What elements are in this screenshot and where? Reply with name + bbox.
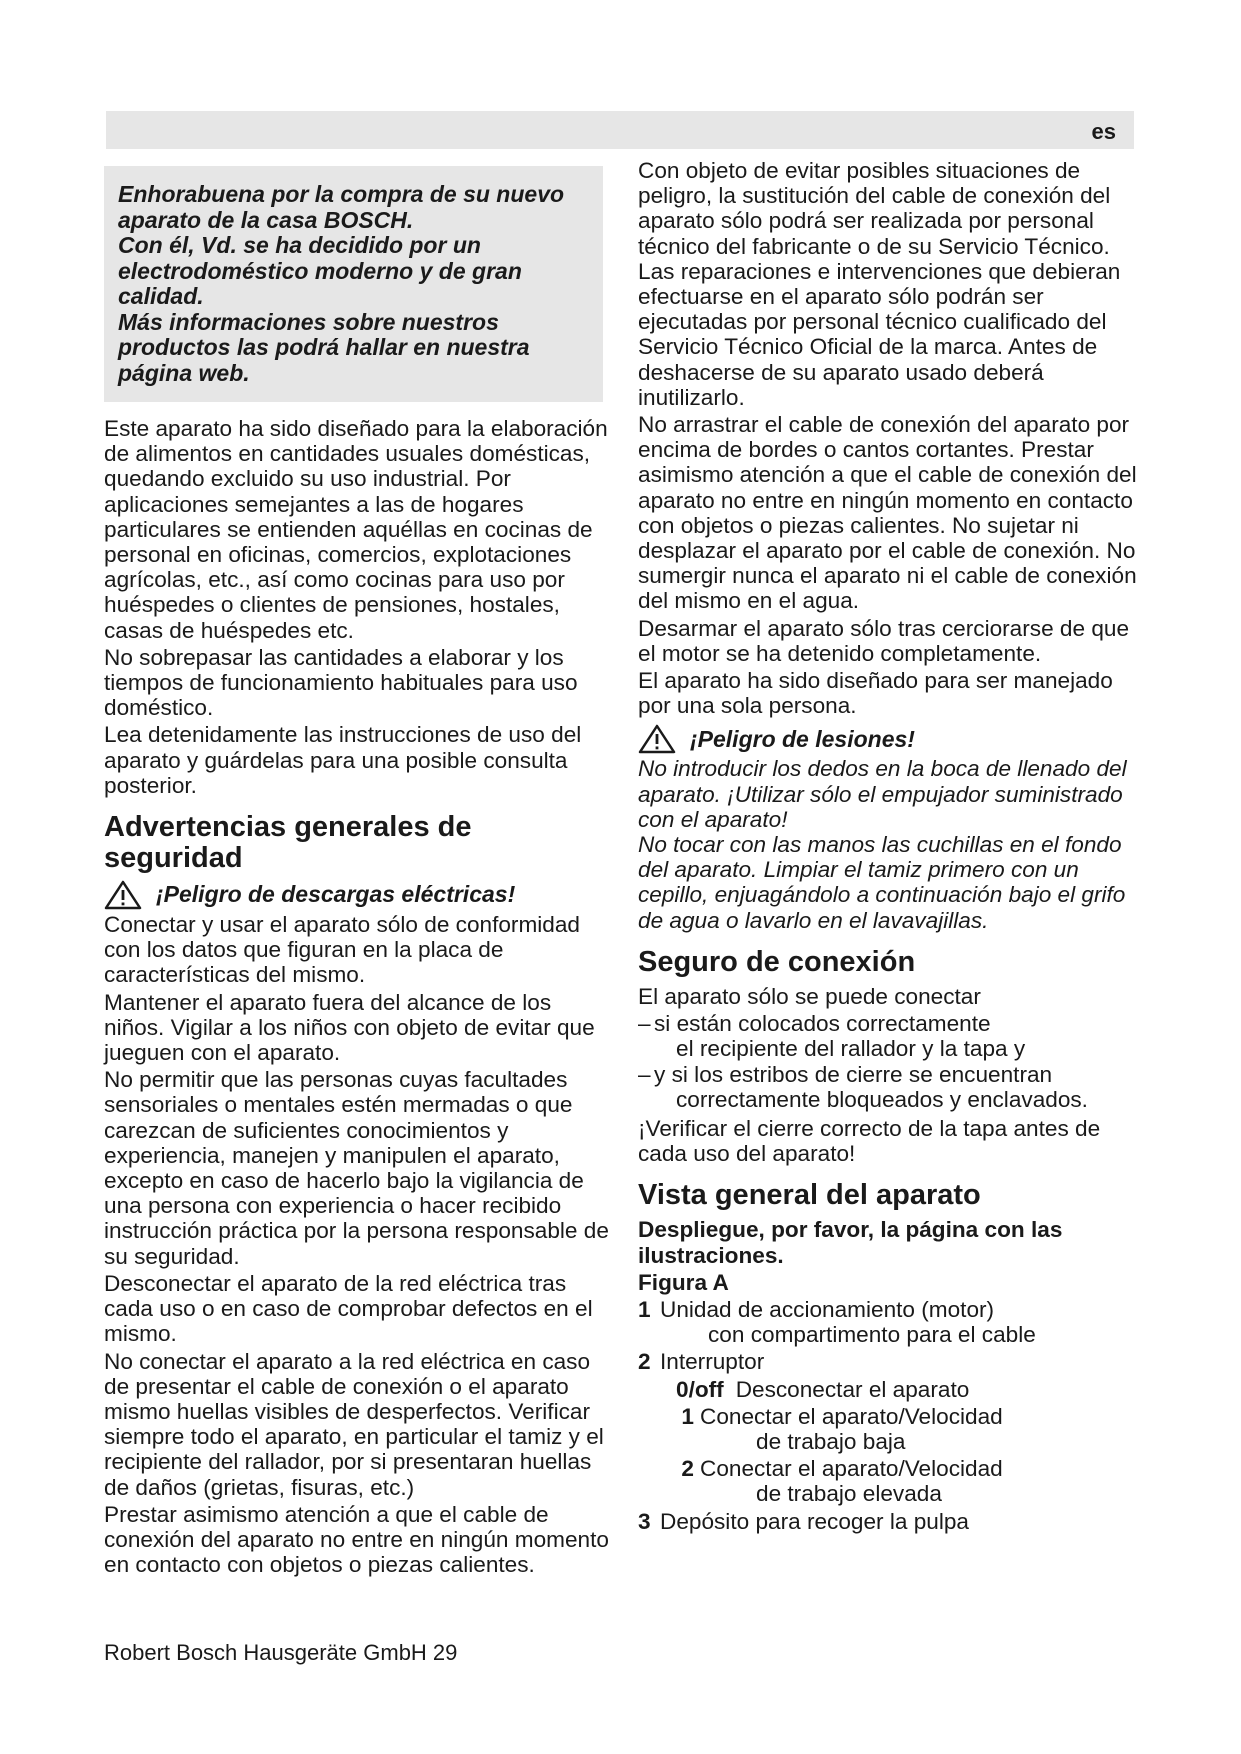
electric-warning xyxy=(104,880,609,910)
list-text: y si los estribos de cierre se encuentran xyxy=(654,1061,1053,1087)
switch-row xyxy=(638,1404,1138,1429)
list-item xyxy=(638,1011,1138,1036)
safety-heading: Advertencias generales de seguridad xyxy=(104,811,472,875)
paragraph: No introducir los dedos en la boca de llenado del aparato. ¡Utilizar sólo el empujador suministrado con el aparato! xyxy=(638,756,1127,832)
list-text-cont: el recipiente del rallador y la tapa y xyxy=(676,1036,1026,1062)
switch-text-cont: de trabajo baja xyxy=(756,1428,906,1454)
item-text-cont: con compartimento para el cable xyxy=(708,1322,1036,1348)
list-item xyxy=(638,1062,1138,1087)
item-number: 3 xyxy=(638,1508,651,1534)
connection-text xyxy=(638,984,1138,1166)
item-text: Depósito para recoger la pulpa xyxy=(660,1508,969,1534)
injury-warning xyxy=(638,724,1138,754)
page-footer: Robert Bosch Hausgeräte GmbH 29 xyxy=(104,1640,458,1665)
item-number: 1 xyxy=(638,1296,651,1322)
list-text: si están colocados correctamente xyxy=(654,1011,991,1037)
switch-key: 0/off xyxy=(676,1376,724,1402)
figure-label: Figura A xyxy=(638,1269,729,1295)
overview-text xyxy=(638,1217,1138,1533)
paragraph: Desarmar el aparato sólo tras cerciorarse de que el motor se ha detenido completamente. xyxy=(638,615,1130,666)
item-text: Interruptor xyxy=(660,1349,765,1375)
overview-heading: Vista general del aparato xyxy=(638,1179,981,1212)
instruction: Despliegue, por favor, la página con las ilustraciones. xyxy=(638,1217,1063,1268)
switch-text: Conectar el aparato/Velocidad xyxy=(700,1456,1003,1482)
paragraph: No permitir que las personas cuyas facultades sensoriales o mentales estén mermadas o que carezcan de suficientes conocimientos y experiencia, manejen y manipulen el aparato, excepto en caso de hacerlo bajo la vigilancia de una persona con experiencia o hacer recibido instrucción práctica por la persona responsable de su seguridad. xyxy=(104,1067,609,1269)
list-dash: – xyxy=(638,1011,651,1037)
safety-text xyxy=(104,912,609,1577)
intro-paragraph: Enhorabuena por la compra de su nuevo aparato de la casa BOSCH. xyxy=(118,181,565,233)
paragraph: Conectar y usar el aparato sólo de conformidad con los datos que figuran en la placa de características del mismo. xyxy=(104,912,580,988)
warning-triangle-icon xyxy=(104,880,142,910)
list-item xyxy=(638,1297,1138,1322)
intro-box xyxy=(104,166,603,402)
intro-paragraph: Con él, Vd. se ha decidido por un electrodoméstico moderno y de gran calidad. xyxy=(118,232,522,309)
warning-label: ¡Peligro de descargas eléctricas! xyxy=(156,881,516,908)
cable-text xyxy=(638,158,1138,718)
list-item xyxy=(638,1349,1138,1374)
switch-text: Conectar el aparato/Velocidad xyxy=(700,1403,1003,1429)
warning-triangle-icon xyxy=(638,724,676,754)
paragraph: ¡Verificar el cierre correcto de la tapa antes de cada uso del aparato! xyxy=(638,1115,1101,1167)
paragraph: No tocar con las manos las cuchillas en el fondo del aparato. Limpiar el tamiz primero con un cepillo, enjuagándolo a continuación bajo el grifo de agua o lavarlo en el lavavajillas. xyxy=(638,832,1126,933)
paragraph: Mantener el aparato fuera del alcance de los niños. Vigilar a los niños con objeto de evitar que jueguen con el aparato. xyxy=(104,989,595,1066)
right-column xyxy=(638,158,1138,1534)
injury-text xyxy=(638,756,1138,932)
paragraph: El aparato ha sido diseñado para ser manejado por una sola persona. xyxy=(638,668,1113,719)
switch-key: 1 xyxy=(681,1403,694,1429)
paragraph: Con objeto de evitar posibles situaciones de peligro, la sustitución del cable de conexión del aparato sólo podrá ser realizada por personal técnico del fabricante o de su Servicio Técnico. Las reparaciones e intervenciones que debieran efectuarse en el aparato sólo podrán ser ejecutadas por personal técnico cualificado del Servicio Técnico Oficial de la marca. Antes de deshacerse de su aparato usado deberá inutilizarlo. xyxy=(638,158,1121,410)
switch-row xyxy=(638,1456,1138,1481)
item-text: Unidad de accionamiento (motor) xyxy=(660,1296,995,1322)
switch-row xyxy=(638,1377,1138,1402)
header-bar xyxy=(106,111,1134,149)
paragraph: Prestar asimismo atención a que el cable de conexión del aparato no entre en ningún momento en contacto con objetos o piezas calientes. xyxy=(104,1501,609,1578)
connection-heading: Seguro de conexión xyxy=(638,945,916,978)
usage-text xyxy=(104,416,609,798)
list-item xyxy=(638,1509,1138,1534)
paragraph: No arrastrar el cable de conexión del aparato por encima de bordes o cantos cortantes. Prestar asimismo atención a que el cable de conexión del aparato no entre en ningún momento en contacto con objetos o piezas calientes. No sujetar ni desplazar el aparato por el cable de conexión. No sumergir nunca el aparato ni el cable de conexión del mismo en el agua. xyxy=(638,412,1137,614)
switch-text: Desconectar el aparato xyxy=(735,1376,970,1402)
paragraph: Lea detenidamente las instrucciones de uso del aparato y guárdelas para una posible consulta posterior. xyxy=(104,722,582,798)
item-number: 2 xyxy=(638,1349,651,1375)
paragraph: No sobrepasar las cantidades a elaborar y los tiempos de funcionamiento habituales para uso doméstico. xyxy=(104,644,578,721)
language-code: es xyxy=(1091,119,1116,144)
switch-key: 2 xyxy=(681,1456,694,1482)
paragraph: Desconectar el aparato de la red eléctrica tras cada uso o en caso de comprobar defectos en el mismo. xyxy=(104,1270,593,1347)
paragraph: El aparato sólo se puede conectar xyxy=(638,983,981,1009)
list-text-cont: correctamente bloqueados y enclavados. xyxy=(676,1086,1088,1112)
warning-label: ¡Peligro de lesiones! xyxy=(690,725,915,752)
intro-paragraph: Más informaciones sobre nuestros productos las podrá hallar en nuestra página web. xyxy=(118,308,530,386)
paragraph: Este aparato ha sido diseñado para la elaboración de alimentos en cantidades usuales domésticas, quedando excluido su uso industrial. Por aplicaciones semejantes a las de hogares particulares se entienden aquéllas en cocinas de personal en oficinas, comercios, explotaciones agrícolas, etc., así como cocinas para uso por huéspedes o clientes de pensiones, hostales, casas de huéspedes etc. xyxy=(104,416,608,643)
switch-text-cont: de trabajo elevada xyxy=(756,1481,942,1507)
list-dash: – xyxy=(638,1061,651,1087)
left-column xyxy=(104,160,609,1579)
paragraph: No conectar el aparato a la red eléctrica en caso de presentar el cable de conexión o el aparato mismo huellas visibles de desperfectos. Verificar siempre todo el aparato, en particular el tamiz y el recipiente del rallador, por si presentaran huellas de daños (grietas, fisuras, etc.) xyxy=(104,1348,604,1500)
